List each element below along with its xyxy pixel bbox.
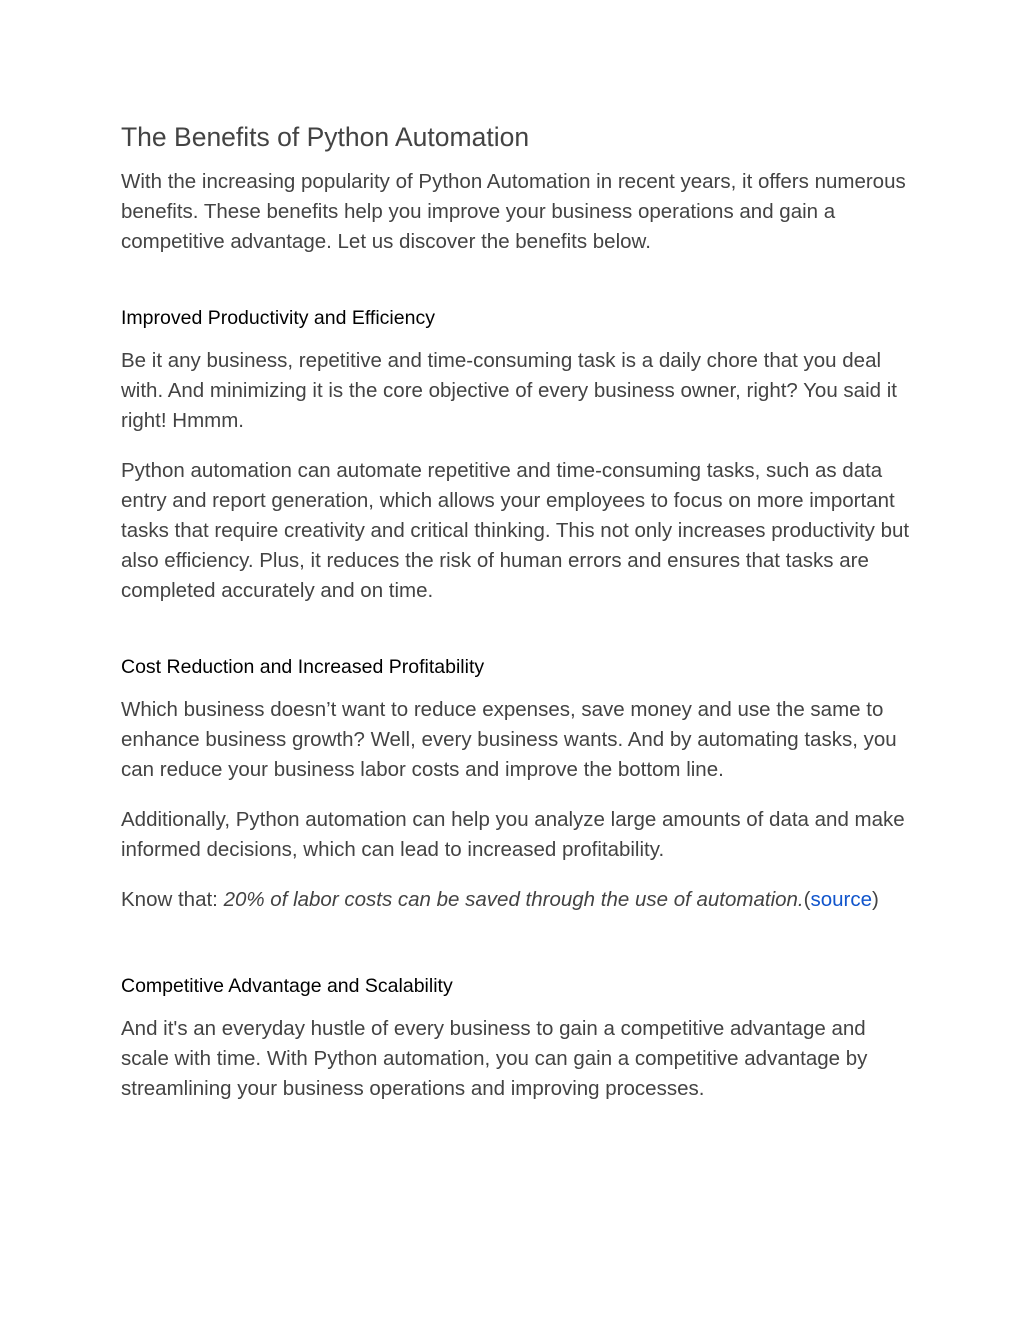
section-heading-competitive-advantage: Competitive Advantage and Scalability <box>121 975 453 997</box>
competitive-paragraph-1: And it's an everyday hustle of every business to gain a competitive advantage and scale with time. With Python automation, you can gain a competitive advantage by streamlining your business operations and improving processes. <box>121 1017 868 1100</box>
productivity-paragraph-2: Python automation can automate repetitive and time-consuming tasks, such as data entry and report generation, which allows your employees to focus on more important tasks that require creativity and critical thinking. This not only increases productivity but also efficiency. Plus, it reduces the risk of human errors and ensures that tasks are completed accurately and on time. <box>121 459 910 602</box>
cost-paragraph-2: Additionally, Python automation can help you analyze large amounts of data and make informed decisions, which can lead to increased profitability. <box>121 808 905 861</box>
close-paren: ) <box>872 888 879 911</box>
intro-paragraph: With the increasing popularity of Python Automation in recent years, it offers numerous benefits. These benefits help you improve your business operations and gain a competitive advantage. Let us discover the benefits below. <box>121 170 906 253</box>
cost-paragraph-1: Which business doesn’t want to reduce expenses, save money and use the same to enhance business growth? Well, every business wants. And by automating tasks, you can reduce your business labor costs and improve the bottom line. <box>121 698 897 781</box>
document-title: The Benefits of Python Automation <box>121 122 530 152</box>
know-that-paragraph <box>121 885 911 915</box>
section-heading-productivity: Improved Productivity and Efficiency <box>121 307 435 329</box>
section-heading-cost-reduction: Cost Reduction and Increased Profitability <box>121 656 485 678</box>
know-that-prefix: Know that: <box>121 888 224 911</box>
productivity-paragraph-1: Be it any business, repetitive and time-consuming task is a daily chore that you deal with. And minimizing it is the core objective of every business owner, right? You said it right! Hmmm. <box>121 349 897 432</box>
document-page <box>121 118 911 1104</box>
open-paren: ( <box>803 888 811 911</box>
know-that-quote: 20% of labor costs can be saved through the use of automation. <box>223 888 804 911</box>
source-link[interactable]: source <box>810 888 872 911</box>
